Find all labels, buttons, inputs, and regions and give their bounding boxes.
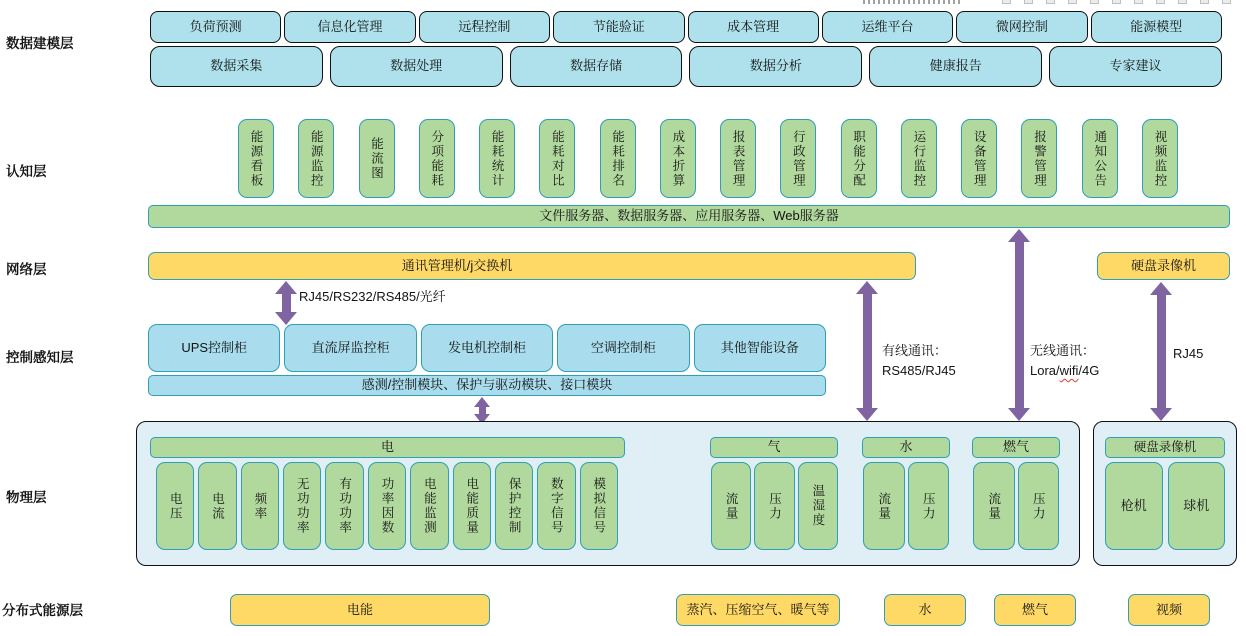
module-bar: 感测/控制模块、保护与驱动模块、接口模块 <box>148 375 826 396</box>
energy-source-box: 燃气 <box>994 594 1076 626</box>
wireless-comm-title: 无线通讯： <box>1030 343 1096 358</box>
dvr-box: 硬盘录像机 <box>1097 252 1230 280</box>
sensor-box: 无功功率 <box>283 462 321 550</box>
app-box: 报警管理 <box>1021 119 1057 198</box>
group-header-fuelgas: 燃气 <box>972 437 1060 458</box>
sensor-box: 温湿度 <box>798 462 838 550</box>
sensor-box: 压力 <box>908 462 950 550</box>
app-box: 运行监控 <box>901 119 937 198</box>
module-box: 运维平台 <box>822 11 953 43</box>
module-box: 能源模型 <box>1091 11 1222 43</box>
layer-label-cognition: 认知层 <box>6 164 47 179</box>
sensor-box: 模拟信号 <box>580 462 618 550</box>
module-box: 数据处理 <box>330 46 503 87</box>
cabinet-box: 空调控制柜 <box>557 324 689 372</box>
server-bar: 文件服务器、数据服务器、应用服务器、Web服务器 <box>148 205 1230 228</box>
group-header-water: 水 <box>862 437 950 458</box>
module-box: 微网控制 <box>956 11 1087 43</box>
wireless-comm-label <box>1030 341 1099 381</box>
sensor-box: 保护控制 <box>495 462 533 550</box>
fuelgas-items <box>973 462 1059 550</box>
layer-label-distributed: 分布式能源层 <box>2 603 83 618</box>
double-arrow-icon <box>275 281 297 325</box>
module-box: 健康报告 <box>869 46 1042 87</box>
sensor-box: 流量 <box>863 462 905 550</box>
app-box: 行政管理 <box>780 119 816 198</box>
cabinet-box: UPS控制柜 <box>148 324 280 372</box>
dvr-items <box>1105 462 1225 550</box>
group-header-dvr: 硬盘录像机 <box>1105 437 1225 458</box>
cabinet-box: 直流屏监控柜 <box>284 324 416 372</box>
module-box: 成本管理 <box>688 11 819 43</box>
energy-source-box: 水 <box>884 594 966 626</box>
double-arrow-icon <box>1008 229 1030 421</box>
camera-box: 球机 <box>1168 462 1226 550</box>
app-box: 成本折算 <box>660 119 696 198</box>
sensor-box: 电压 <box>156 462 194 550</box>
rj45-label: RJ45 <box>1173 346 1204 361</box>
sensor-box: 电能质量 <box>453 462 491 550</box>
app-box: 能耗统计 <box>479 119 515 198</box>
sensor-box: 压力 <box>754 462 794 550</box>
app-box: 能流图 <box>359 119 395 198</box>
module-box: 专家建议 <box>1049 46 1222 87</box>
layer-label-modeling: 数据建模层 <box>6 36 74 51</box>
app-box: 视频监控 <box>1142 119 1178 198</box>
sensor-box: 数字信号 <box>537 462 575 550</box>
gas-items <box>711 462 838 550</box>
app-box: 分项能耗 <box>419 119 455 198</box>
module-box: 数据采集 <box>150 46 323 87</box>
app-box: 能耗对比 <box>539 119 575 198</box>
cognition-apps <box>238 119 1178 198</box>
app-box: 设备管理 <box>961 119 997 198</box>
sensor-box: 功率因数 <box>368 462 406 550</box>
cropped-toolbar-fragment <box>863 0 963 4</box>
modeling-row1 <box>150 11 1222 43</box>
cabinet-box: 其他智能设备 <box>694 324 826 372</box>
serial-protocols-label: RJ45/RS232/RS485/光纤 <box>299 289 446 304</box>
module-box: 数据存储 <box>510 46 683 87</box>
sensor-box: 流量 <box>973 462 1015 550</box>
module-box: 远程控制 <box>419 11 550 43</box>
app-box: 通知公告 <box>1082 119 1118 198</box>
water-items <box>863 462 949 550</box>
module-box: 节能验证 <box>553 11 684 43</box>
layer-label-physical: 物理层 <box>6 490 47 505</box>
energy-source-box: 蒸汽、压缩空气、暖气等 <box>676 594 840 626</box>
double-arrow-icon <box>1150 282 1172 421</box>
app-box: 能耗排名 <box>600 119 636 198</box>
sensor-box: 流量 <box>711 462 751 550</box>
group-header-electric: 电 <box>150 437 625 458</box>
app-box: 职能分配 <box>841 119 877 198</box>
group-header-gas: 气 <box>710 437 838 458</box>
electric-items <box>156 462 618 550</box>
energy-source-box: 视频 <box>1128 594 1210 626</box>
sensor-box: 有功功率 <box>325 462 363 550</box>
app-box: 能源看板 <box>238 119 274 198</box>
app-box: 报表管理 <box>720 119 756 198</box>
wired-comm-value: RS485/RJ45 <box>882 363 956 378</box>
sensor-box: 电流 <box>198 462 236 550</box>
wired-comm-label <box>882 341 956 381</box>
double-arrow-icon <box>474 397 490 424</box>
layer-label-control: 控制感知层 <box>6 350 74 365</box>
app-box: 能源监控 <box>298 119 334 198</box>
cabinet-box: 发电机控制柜 <box>421 324 553 372</box>
control-cabinets <box>148 324 826 372</box>
sensor-box: 电能监测 <box>410 462 448 550</box>
wireless-comm-value: Lora/wifi/4G <box>1030 363 1100 378</box>
module-box: 负荷预测 <box>150 11 281 43</box>
module-box: 信息化管理 <box>284 11 415 43</box>
modeling-row2 <box>150 46 1222 87</box>
sensor-box: 压力 <box>1018 462 1060 550</box>
wired-comm-title: 有线通讯： <box>882 343 948 358</box>
camera-box: 枪机 <box>1105 462 1163 550</box>
energy-source-box: 电能 <box>230 594 490 626</box>
layer-label-network: 网络层 <box>6 262 47 277</box>
sensor-box: 频率 <box>241 462 279 550</box>
double-arrow-icon <box>856 281 878 421</box>
comm-manager-bar: 通讯管理机/j交换机 <box>148 252 916 280</box>
module-box: 数据分析 <box>689 46 862 87</box>
